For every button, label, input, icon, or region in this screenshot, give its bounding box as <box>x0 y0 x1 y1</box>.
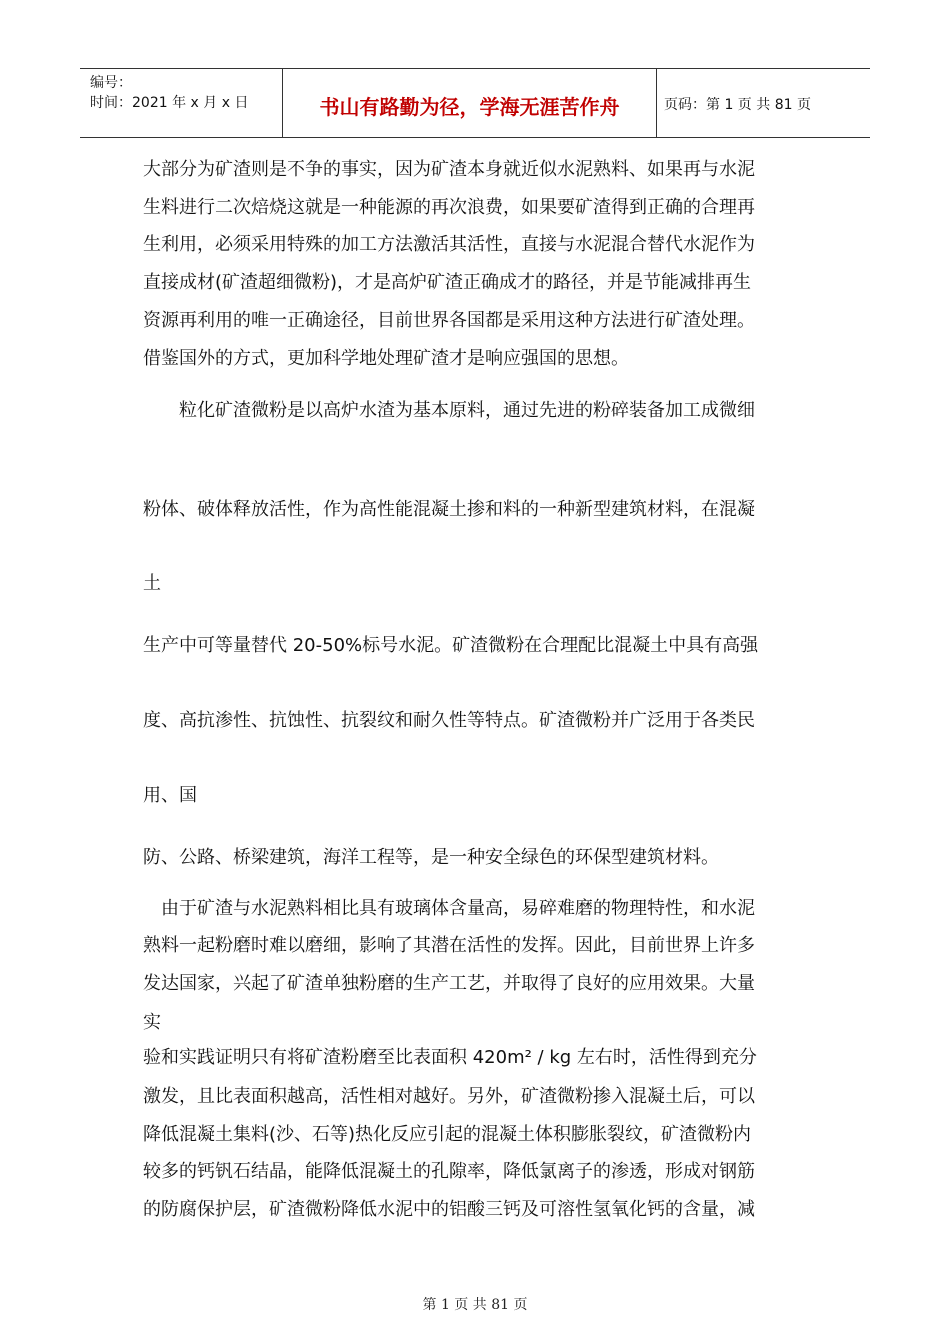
body-line: 实 <box>143 1012 161 1033</box>
body-line: 熟料一起粉磨时难以磨细，影响了其潜在活性的发挥。因此，目前世界上许多 <box>143 935 755 956</box>
body-line: 直接成材(矿渣超细微粉)，才是高炉矿渣正确成才的路径，并是节能减排再生 <box>143 272 752 293</box>
header-divider <box>656 69 657 137</box>
body-line: 激发，且比表面积越高，活性相对越好。另外，矿渣微粉掺入混凝土后，可以 <box>143 1086 755 1107</box>
body-line: 由于矿渣与水泥熟料相比具有玻璃体含量高，易碎难磨的物理特性，和水泥 <box>143 898 755 919</box>
body-line: 防、公路、桥梁建筑，海洋工程等，是一种安全绿色的环保型建筑材料。 <box>143 847 719 868</box>
body-line: 粒化矿渣微粉是以高炉水渣为基本原料，通过先进的粉碎装备加工成微细 <box>143 400 755 421</box>
body-line: 降低混凝土集料(沙、石等)热化反应引起的混凝土体积膨胀裂纹，矿渣微粉内 <box>143 1124 752 1145</box>
body-line: 借鉴国外的方式，更加科学地处理矿渣才是响应强国的思想。 <box>143 348 629 369</box>
body-line: 度、高抗渗性、抗蚀性、抗裂纹和耐久性等特点。矿渣微粉并广泛用于各类民 <box>143 710 755 731</box>
body-line: 生利用，必须采用特殊的加工方法激活其活性，直接与水泥混合替代水泥作为 <box>143 234 755 255</box>
document-number-label: 编号： <box>90 75 132 91</box>
body-line: 的防腐保护层，矿渣微粉降低水泥中的铝酸三钙及可溶性氢氧化钙的含量，减 <box>143 1199 755 1220</box>
body-line: 生料进行二次焙烧这就是一种能源的再次浪费，如果要矿渣得到正确的合理再 <box>143 197 755 218</box>
body-line: 大部分为矿渣则是不争的事实，因为矿渣本身就近似水泥熟料、如果再与水泥 <box>143 159 755 180</box>
body-line: 生产中可等量替代 20-50%标号水泥。矿渣微粉在合理配比混凝土中具有高强 <box>143 635 759 656</box>
body-line: 用、国 <box>143 785 197 806</box>
document-date-label: 时间：2021 年 x 月 x 日 <box>90 95 249 111</box>
header-page-number: 页码：第 1 页 共 81 页 <box>664 97 811 113</box>
page-header <box>80 68 870 138</box>
page-footer: 第 1 页 共 81 页 <box>422 1297 528 1313</box>
body-line: 土 <box>143 573 161 594</box>
body-line: 较多的钙钒石结晶，能降低混凝土的孔隙率，降低氯离子的渗透，形成对钢筋 <box>143 1161 755 1182</box>
header-motto: 书山有路勤为径，学海无涯苦作舟 <box>319 95 620 119</box>
header-meta <box>90 73 248 113</box>
body-line: 验和实践证明只有将矿渣粉磨至比表面积 420m² / kg 左右时，活性得到充分 <box>143 1047 757 1068</box>
body-line: 资源再利用的唯一正确途径，目前世界各国都是采用这种方法进行矿渣处理。 <box>143 310 755 331</box>
body-line: 粉体、破体释放活性，作为高性能混凝土掺和料的一种新型建筑材料，在混凝 <box>143 499 755 520</box>
body-line: 发达国家，兴起了矿渣单独粉磨的生产工艺，并取得了良好的应用效果。大量 <box>143 973 755 994</box>
